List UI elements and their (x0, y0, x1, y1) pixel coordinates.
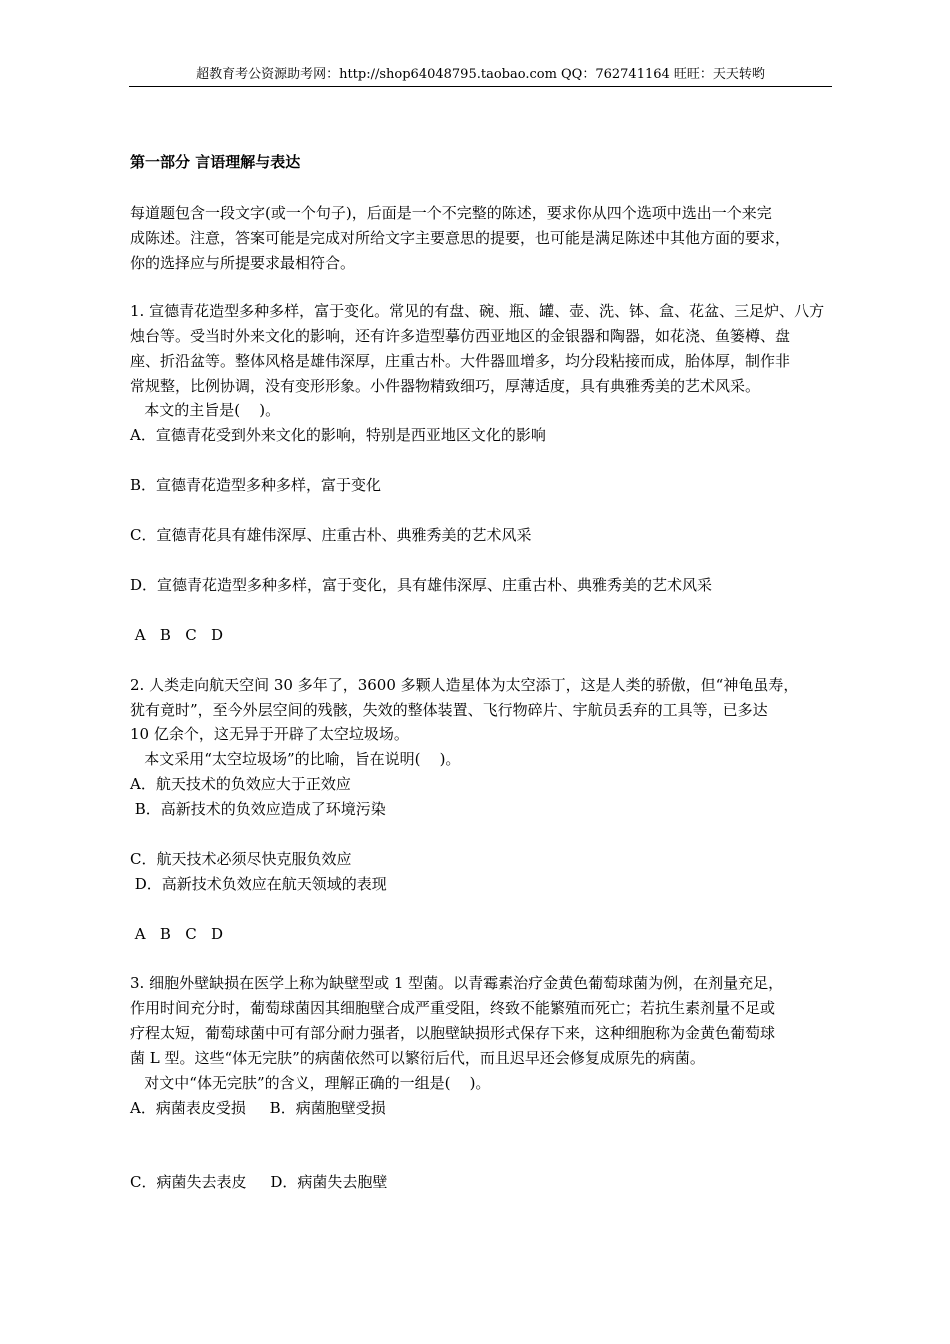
q1-passage-line-1: 1. 宣德青花造型多种多样，富于变化。常见的有盘、碗、瓶、罐、壶、洗、钵、盒、花盆、三足炉、八方 (130, 302, 825, 320)
section-title: 第一部分 言语理解与表达 (130, 153, 301, 171)
q2-passage-line-1: 2. 人类走向航天空间 30 多年了，3600 多颗人造星体为太空添丁，这是人类的骄傲，但“神龟虽寿， (130, 676, 799, 694)
q1-passage-line-3: 座、折沿盆等。整体风格是雄伟深厚，庄重古朴。大件器皿增多，均分段粘接而成，胎体厚，制作非 (130, 352, 791, 370)
q2-option-a: A．航天技术的负效应大于正效应 (130, 775, 351, 793)
q2-passage-line-3: 10 亿余个，这无异于开辟了太空垃圾场。 (130, 725, 409, 743)
instructions-line-2: 成陈述。注意，答案可能是完成对所给文字主要意思的提要，也可能是满足陈述中其他方面的要求， (130, 229, 791, 247)
q3-passage-line-3: 疗程太短，葡萄球菌中可有部分耐力强者，以胞壁缺损形式保存下来，这种细胞称为金黄色葡萄球 (130, 1024, 776, 1042)
q1-option-d: D．宣德青花造型多种多样，富于变化，具有雄伟深厚、庄重古朴、典雅秀美的艺术风采 (130, 576, 713, 594)
instructions-line-1: 每道题包含一段文字(或一个句子)，后面是一个不完整的陈述，要求你从四个选项中选出一个来完 (130, 204, 772, 222)
q3-options-ab: A．病菌表皮受损 B．病菌胞壁受损 (130, 1099, 386, 1117)
q3-passage-line-2: 作用时间充分时，葡萄球菌因其细胞壁合成严重受阻，终致不能繁殖而死亡；若抗生素剂量不足或 (130, 999, 776, 1017)
page-header: 超教育考公资源助考网：http://shop64048795.taobao.com QQ：762741164 旺旺：天天转哟 (129, 66, 832, 87)
q2-option-c: C．航天技术必须尽快克服负效应 (130, 850, 352, 868)
q3-stem: 对文中“体无完肤”的含义，理解正确的一组是( )。 (130, 1074, 491, 1092)
q1-option-a: A．宣德青花受到外来文化的影响，特别是西亚地区文化的影响 (130, 426, 546, 444)
q1-passage-line-4: 常规整，比例协调，没有变形形象。小件器物精致细巧，厚薄适度，具有典雅秀美的艺术风采。 (130, 377, 761, 395)
q2-option-d: D．高新技术负效应在航天领域的表现 (130, 875, 387, 893)
q2-stem: 本文采用“太空垃圾场”的比喻，旨在说明( )。 (130, 750, 461, 768)
q1-stem: 本文的主旨是( )。 (130, 401, 281, 419)
q1-answer-choices: A B C D (130, 626, 224, 644)
q3-options-cd: C．病菌失去表皮 D．病菌失去胞壁 (130, 1173, 388, 1191)
q2-passage-line-2: 犹有竟时”，至今外层空间的残骸，失效的整体装置、飞行物碎片、宇航员丢弃的工具等，已多达 (130, 701, 768, 719)
q1-passage-line-2: 烛台等。受当时外来文化的影响，还有许多造型摹仿西亚地区的金银器和陶器，如花浇、鱼篓樽、盘 (130, 327, 791, 345)
instructions-line-3: 你的选择应与所提要求最相符合。 (130, 254, 356, 272)
q2-answer-choices: A B C D (130, 925, 224, 943)
q2-option-b: B．高新技术的负效应造成了环境污染 (130, 800, 386, 818)
q1-option-c: C．宣德青花具有雄伟深厚、庄重古朴、典雅秀美的艺术风采 (130, 526, 532, 544)
q3-passage-line-4: 菌 L 型。这些“体无完肤”的病菌依然可以繁衍后代，而且迟早还会修复成原先的病菌。 (130, 1049, 705, 1067)
q3-passage-line-1: 3. 细胞外壁缺损在医学上称为缺壁型或 1 型菌。以青霉素治疗金黄色葡萄球菌为例，在剂量充足， (130, 974, 784, 992)
q1-option-b: B．宣德青花造型多种多样，富于变化 (130, 476, 382, 494)
